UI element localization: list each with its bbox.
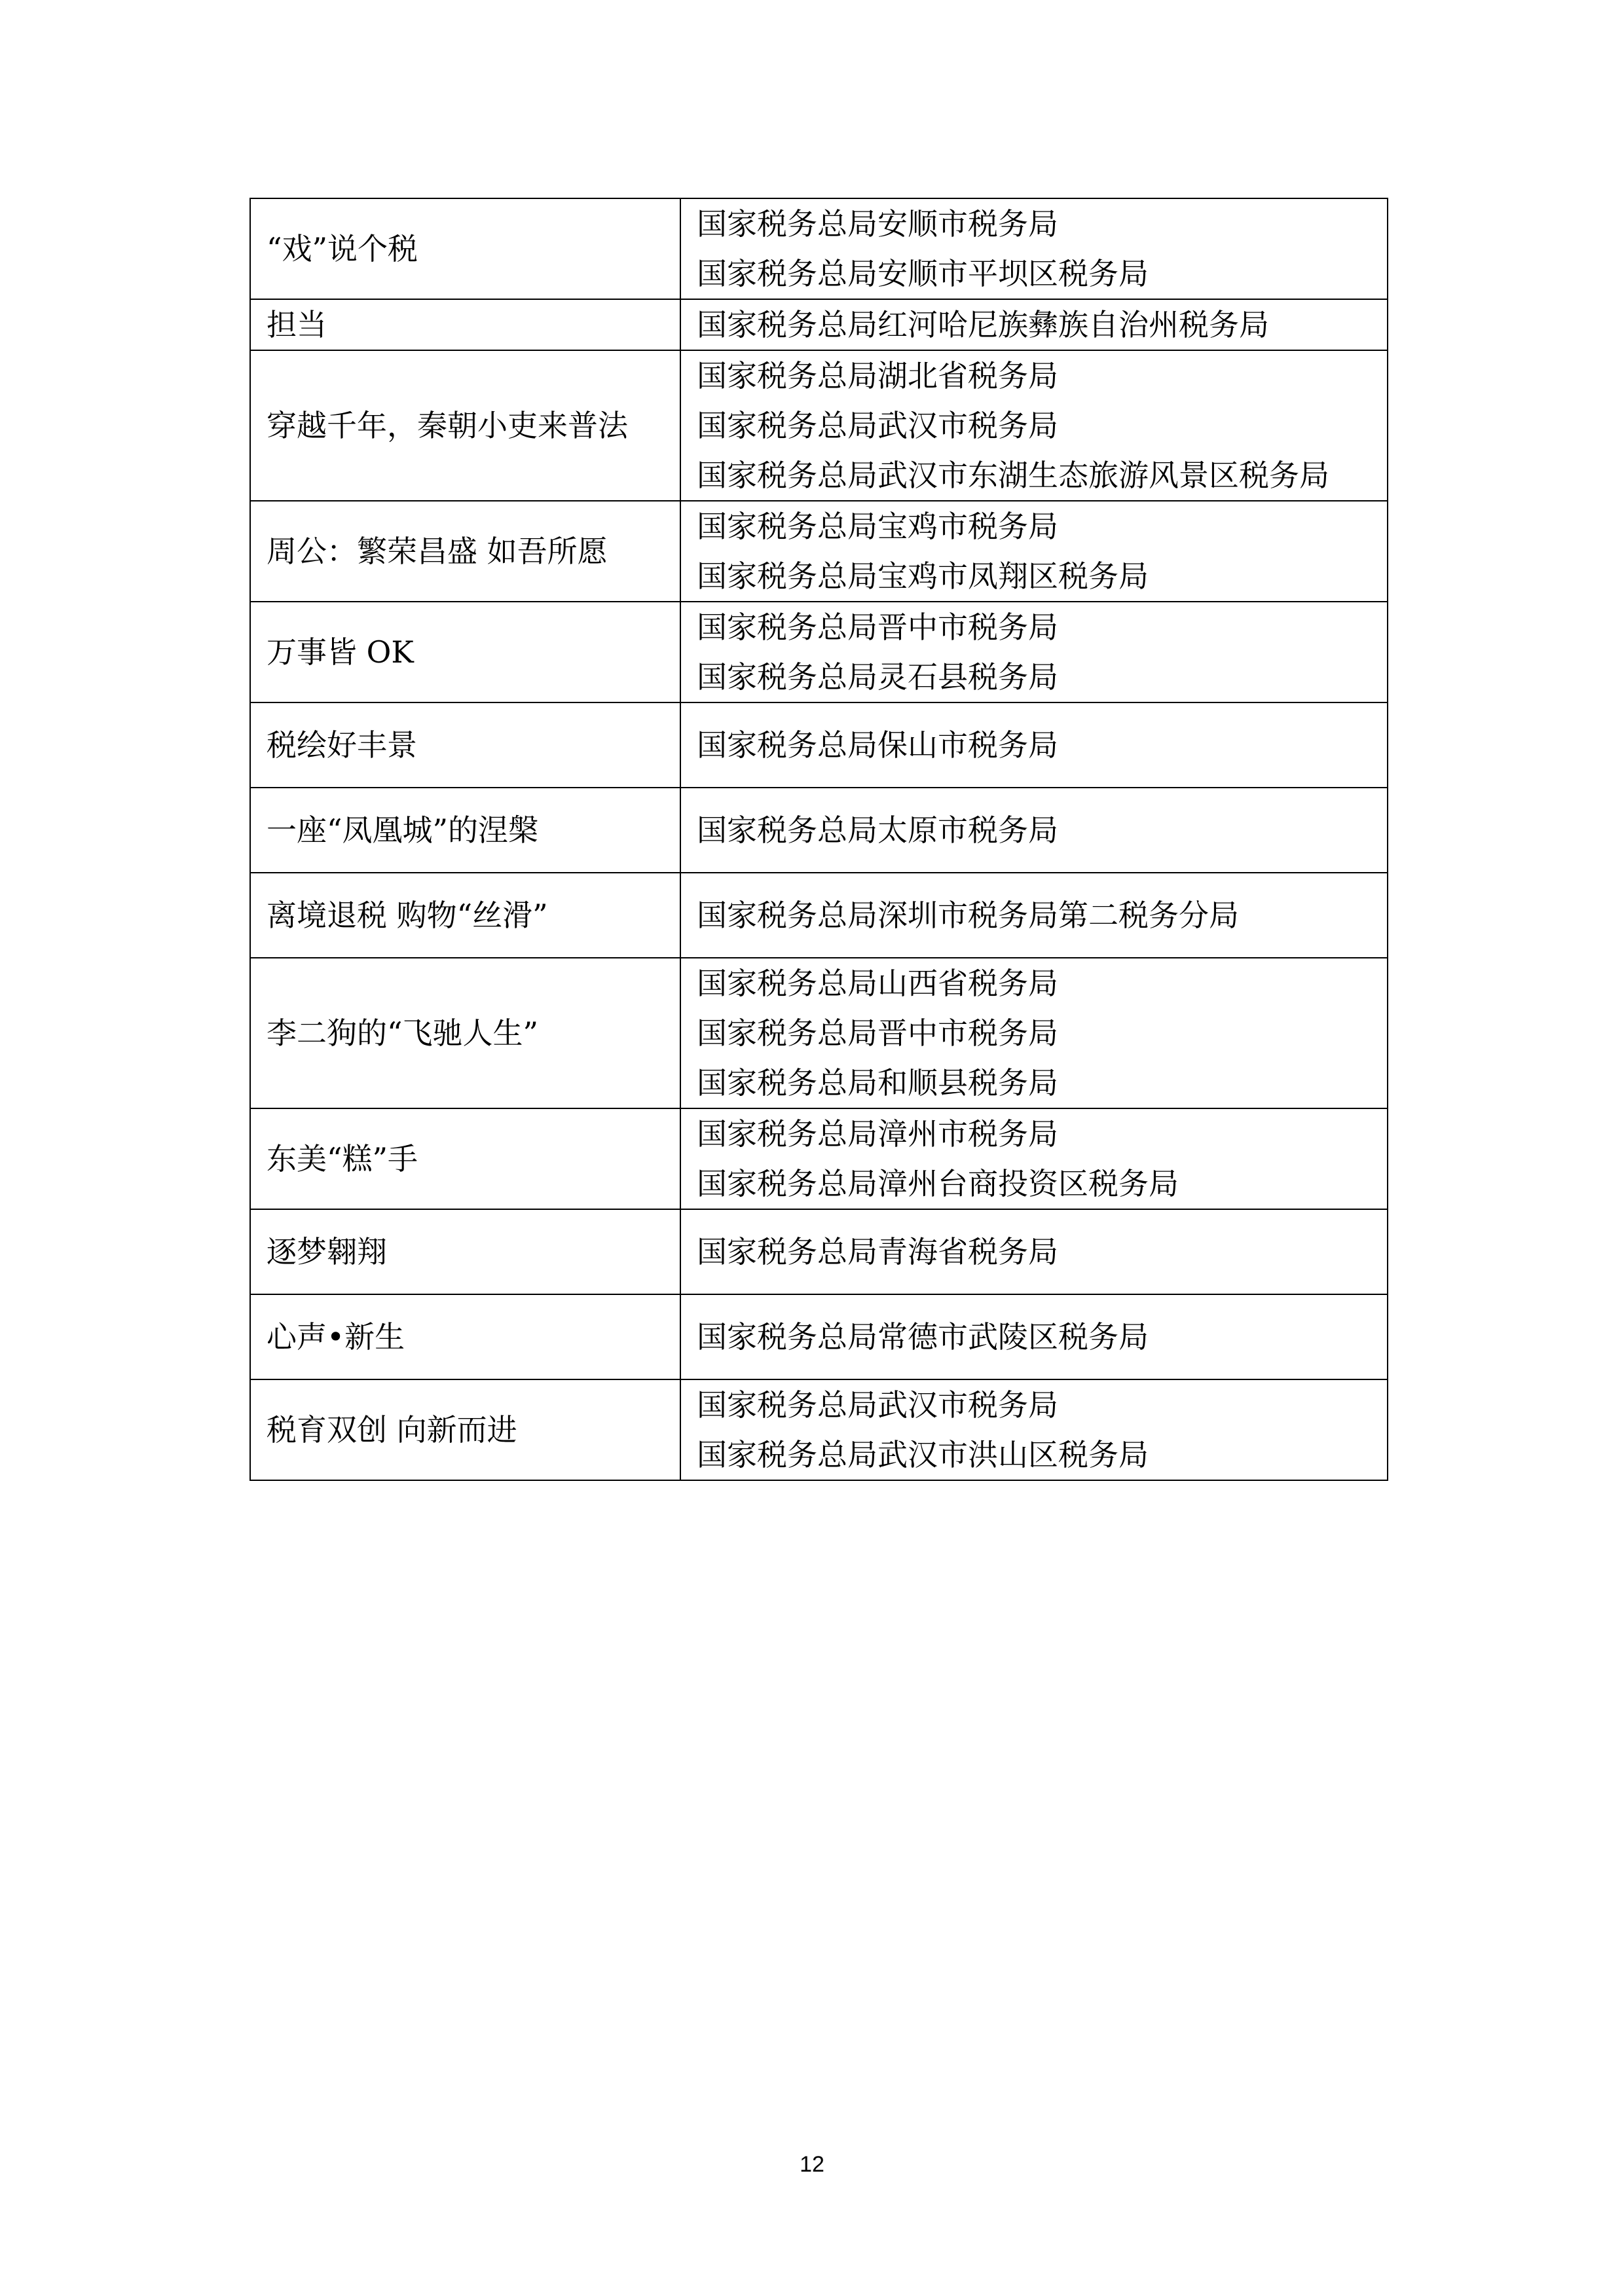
work-title-cell: 周公：繁荣昌盛 如吾所愿 (250, 501, 680, 602)
organizer-name: 国家税务总局宝鸡市税务局 (697, 509, 1058, 544)
table-row (250, 501, 1388, 602)
organizer-cell (680, 350, 1388, 501)
organizer-name: 国家税务总局安顺市平坝区税务局 (697, 256, 1149, 291)
work-title-cell: 一座“凤凰城”的涅槃 (250, 788, 680, 873)
organizer-name: 国家税务总局武汉市税务局 (697, 408, 1058, 443)
organizer-name: 国家税务总局太原市税务局 (697, 812, 1058, 848)
table-row (250, 350, 1388, 501)
award-table-body (250, 198, 1388, 1480)
organizer-name: 国家税务总局红河哈尼族彝族自治州税务局 (697, 307, 1269, 342)
work-title-cell: 担当 (250, 299, 680, 350)
organizer-name: 国家税务总局湖北省税务局 (697, 358, 1058, 393)
organizer-cell (680, 1379, 1388, 1480)
table-row (250, 788, 1388, 873)
table-row (250, 602, 1388, 702)
organizer-name: 国家税务总局深圳市税务局第二税务分局 (697, 898, 1239, 933)
organizer-cell (680, 788, 1388, 873)
organizer-name: 国家税务总局漳州市税务局 (697, 1116, 1058, 1152)
organizer-cell (680, 702, 1388, 788)
organizer-name: 国家税务总局常德市武陵区税务局 (697, 1319, 1149, 1355)
organizer-name: 国家税务总局漳州台商投资区税务局 (697, 1166, 1179, 1201)
work-title-cell: 税绘好丰景 (250, 702, 680, 788)
table-row (250, 702, 1388, 788)
table-row (250, 299, 1388, 350)
work-title-cell: 税育双创 向新而进 (250, 1379, 680, 1480)
organizer-cell (680, 1294, 1388, 1379)
table-row (250, 1294, 1388, 1379)
organizer-name: 国家税务总局安顺市税务局 (697, 206, 1058, 242)
table-row (250, 958, 1388, 1108)
organizer-name: 国家税务总局山西省税务局 (697, 966, 1058, 1001)
award-table (249, 198, 1388, 1481)
organizer-name: 国家税务总局灵石县税务局 (697, 659, 1058, 695)
table-row (250, 1379, 1388, 1480)
organizer-name: 国家税务总局青海省税务局 (697, 1234, 1058, 1269)
organizer-name: 国家税务总局宝鸡市凤翔区税务局 (697, 558, 1149, 594)
organizer-name: 国家税务总局晋中市税务局 (697, 610, 1058, 645)
organizer-cell (680, 299, 1388, 350)
organizer-cell (680, 873, 1388, 958)
organizer-cell (680, 958, 1388, 1108)
work-title-cell: 李二狗的“飞驰人生” (250, 958, 680, 1108)
organizer-name: 国家税务总局武汉市洪山区税务局 (697, 1437, 1149, 1472)
work-title-cell: 心声•新生 (250, 1294, 680, 1379)
organizer-cell (680, 1108, 1388, 1209)
work-title-cell: 东美“糕”手 (250, 1108, 680, 1209)
organizer-cell (680, 501, 1388, 602)
organizer-name: 国家税务总局武汉市东湖生态旅游风景区税务局 (697, 458, 1329, 493)
table-row (250, 1108, 1388, 1209)
work-title-cell: 离境退税 购物“丝滑” (250, 873, 680, 958)
organizer-name: 国家税务总局保山市税务局 (697, 727, 1058, 763)
table-row (250, 198, 1388, 299)
page-number: 12 (800, 2152, 824, 2177)
work-title-cell: 万事皆 OK (250, 602, 680, 702)
organizer-name: 国家税务总局和顺县税务局 (697, 1065, 1058, 1101)
organizer-cell (680, 602, 1388, 702)
table-row (250, 873, 1388, 958)
organizer-name: 国家税务总局武汉市税务局 (697, 1387, 1058, 1423)
work-title-cell: 穿越千年，秦朝小吏来普法 (250, 350, 680, 501)
work-title-cell: “戏”说个税 (250, 198, 680, 299)
work-title-cell: 逐梦翱翔 (250, 1209, 680, 1294)
table-row (250, 1209, 1388, 1294)
organizer-cell (680, 198, 1388, 299)
organizer-name: 国家税务总局晋中市税务局 (697, 1015, 1058, 1051)
organizer-cell (680, 1209, 1388, 1294)
